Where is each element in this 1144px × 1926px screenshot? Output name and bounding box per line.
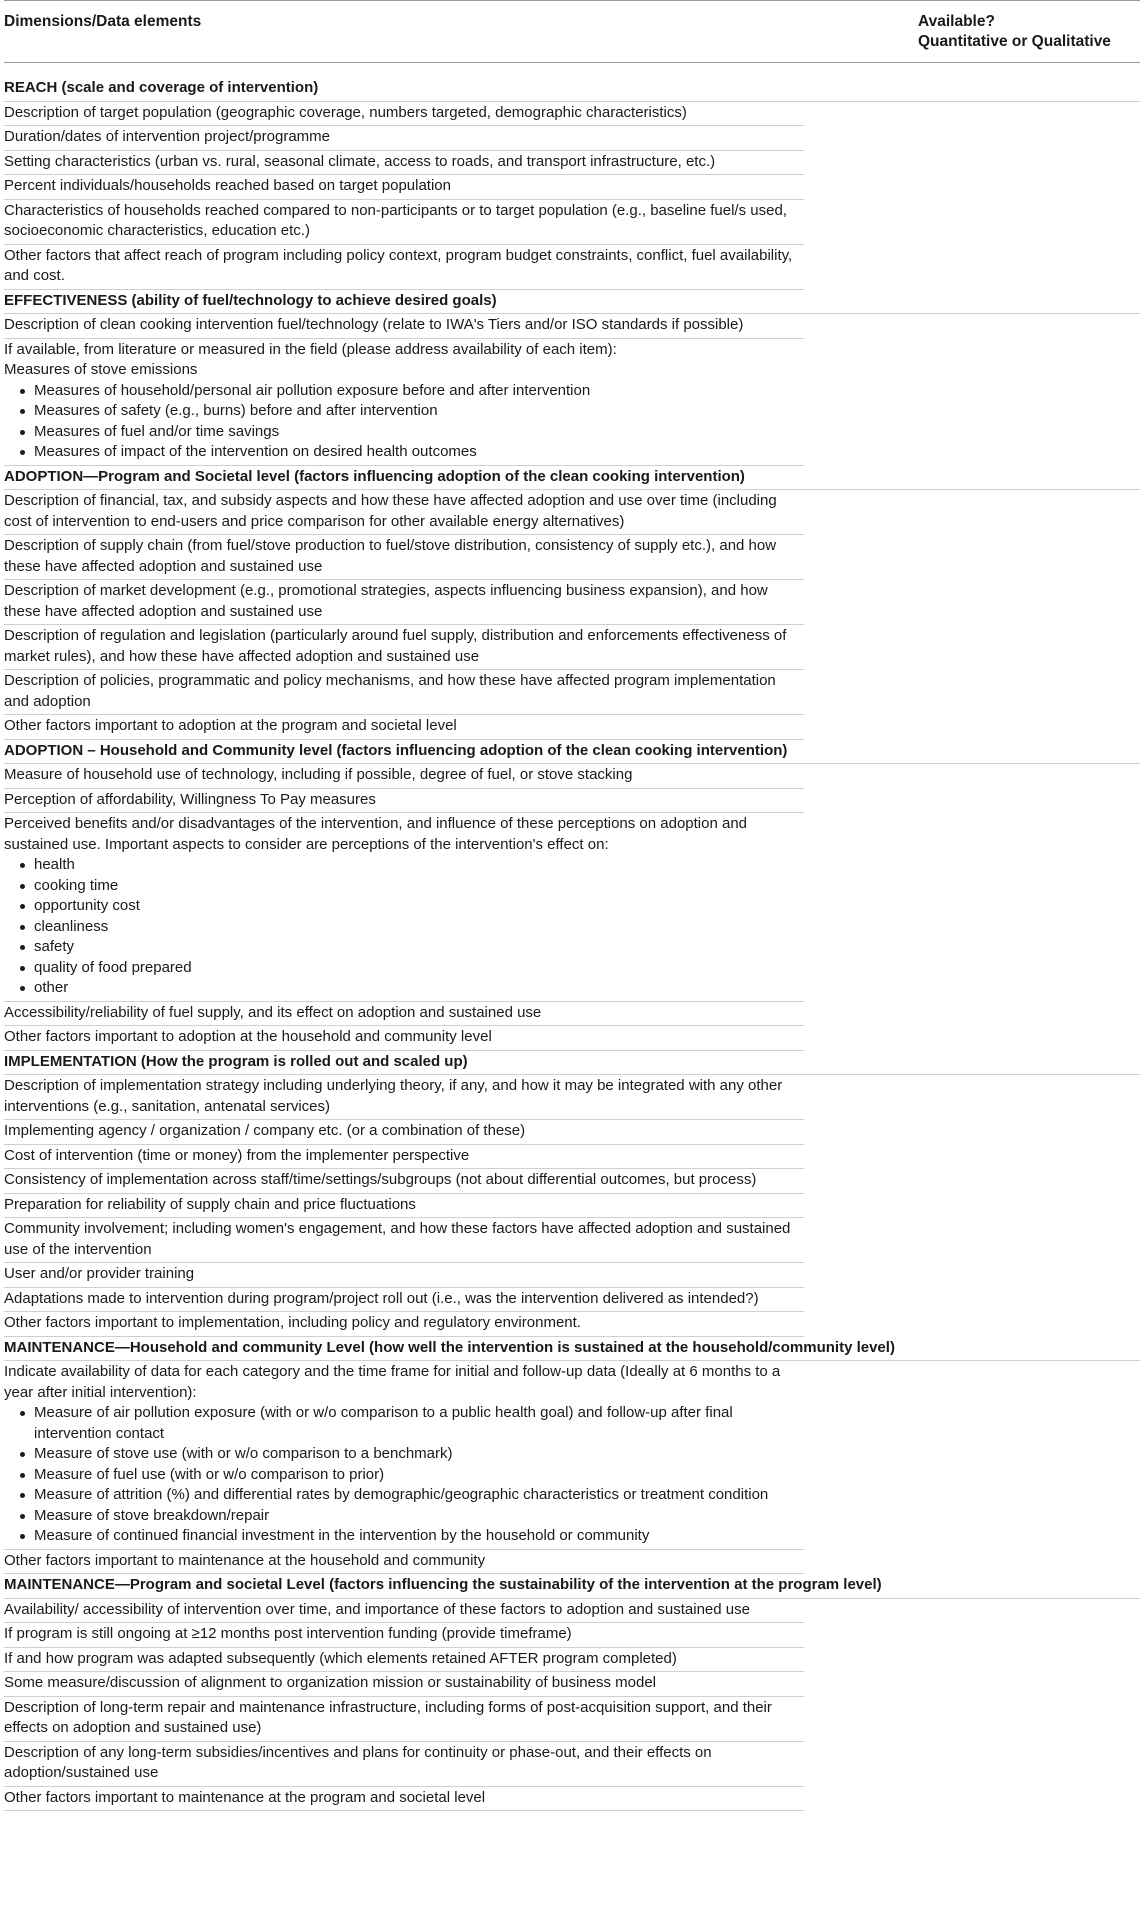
- table-row: Adaptations made to intervention during program/project roll out (i.e., was the intervention delivered as intended?): [4, 1288, 804, 1313]
- table-row: Setting characteristics (urban vs. rural, seasonal climate, access to roads, and transport infrastructure, etc.): [4, 151, 804, 176]
- table-row: Other factors important to adoption at the household and community level: [4, 1026, 804, 1051]
- bullet-item: Measures of household/personal air pollution exposure before and after intervention: [4, 381, 804, 402]
- bullet-item: Measure of air pollution exposure (with or w/o comparison to a public health goal) and follow-up after final intervention contact: [4, 1403, 804, 1444]
- table-row: Other factors important to maintenance at the program and societal level: [4, 1787, 804, 1812]
- data-elements-table: [4, 0, 1140, 1811]
- bullet-item: Measures of safety (e.g., burns) before and after intervention: [4, 401, 804, 422]
- table-row: If and how program was adapted subsequently (which elements retained AFTER program completed): [4, 1648, 804, 1673]
- row-text: Indicate availability of data for each category and the time frame for initial and follow-up data (Ideally at 6 months to a year after initial intervention):: [4, 1363, 781, 1401]
- table-row: Description of regulation and legislation (particularly around fuel supply, distribution and enforcements effectiveness of market rules), and how these have affected adoption and sustained use: [4, 625, 804, 670]
- table-row: Characteristics of households reached compared to non-participants or to target population (e.g., baseline fuel/s used, socioeconomic characteristics, education etc.): [4, 200, 804, 245]
- table-row: Other factors important to maintenance at the household and community: [4, 1550, 804, 1575]
- table-row: Description of implementation strategy including underlying theory, if any, and how it may be integrated with any other interventions (e.g., sanitation, antenatal services): [4, 1075, 804, 1120]
- header-availability: [918, 12, 1111, 52]
- bullet-item: other: [4, 978, 804, 999]
- bullet-item: Measures of impact of the intervention on desired health outcomes: [4, 442, 804, 463]
- row-text: Measures of stove emissions: [4, 361, 198, 378]
- bullet-item: Measure of attrition (%) and differential rates by demographic/geographic characteristics or treatment condition: [4, 1485, 804, 1506]
- header-available: Available?: [918, 13, 995, 30]
- table-row: Description of market development (e.g., promotional strategies, aspects influencing business expansion), and how these have affected adoption and sustained use: [4, 580, 804, 625]
- table-row: Description of long-term repair and maintenance infrastructure, including forms of post-acquisition support, and their effects on adoption and sustained use): [4, 1697, 804, 1742]
- bullet-item: cooking time: [4, 876, 804, 897]
- bullet-item: cleanliness: [4, 917, 804, 938]
- table-row: Implementing agency / organization / company etc. (or a combination of these): [4, 1120, 804, 1145]
- bullet-item: quality of food prepared: [4, 958, 804, 979]
- header-quant-qual: Quantitative or Qualitative: [918, 33, 1111, 50]
- table-row: [4, 813, 804, 1002]
- table-row: Measure of household use of technology, including if possible, degree of fuel, or stove stacking: [4, 764, 804, 789]
- header-dimensions: Dimensions/Data elements: [4, 13, 202, 30]
- table-row: Community involvement; including women's engagement, and how these factors have affected adoption and sustained use of the intervention: [4, 1218, 804, 1263]
- row-text: If available, from literature or measured in the field (please address availability of each item):: [4, 340, 617, 358]
- bullet-item: Measure of continued financial investment in the intervention by the household or community: [4, 1526, 804, 1547]
- table-row: Cost of intervention (time or money) from the implementer perspective: [4, 1145, 804, 1170]
- table-body: [4, 63, 1140, 1811]
- table-row: Percent individuals/households reached based on target population: [4, 175, 804, 200]
- table-row: Some measure/discussion of alignment to organization mission or sustainability of business model: [4, 1672, 804, 1697]
- table-row: Description of supply chain (from fuel/stove production to fuel/stove distribution, consistency of supply etc.), and how these have affected adoption and sustained use: [4, 535, 804, 580]
- section-heading: MAINTENANCE—Household and community Level (how well the intervention is sustained at the household/community level): [4, 1337, 1140, 1362]
- bullet-item: health: [4, 855, 804, 876]
- bullet-item: Measure of fuel use (with or w/o comparison to prior): [4, 1465, 804, 1486]
- table-row: User and/or provider training: [4, 1263, 804, 1288]
- table-row: Preparation for reliability of supply chain and price fluctuations: [4, 1194, 804, 1219]
- section-heading: ADOPTION – Household and Community level (factors influencing adoption of the clean cooking intervention): [4, 740, 1140, 765]
- bullet-item: Measure of stove breakdown/repair: [4, 1506, 804, 1527]
- table-row: Perception of affordability, Willingness To Pay measures: [4, 789, 804, 814]
- table-row: Other factors that affect reach of program including policy context, program budget constraints, conflict, fuel availability, and cost.: [4, 245, 804, 290]
- section-heading: ADOPTION—Program and Societal level (factors influencing adoption of the clean cooking intervention): [4, 466, 1140, 491]
- table-row: Description of clean cooking intervention fuel/technology (relate to IWA's Tiers and/or ISO standards if possible): [4, 314, 804, 339]
- table-row: Other factors important to implementation, including policy and regulatory environment.: [4, 1312, 804, 1337]
- table-header: [4, 0, 1140, 63]
- section-heading: REACH (scale and coverage of intervention): [4, 77, 1140, 102]
- table-row: [4, 339, 804, 466]
- table-row: Consistency of implementation across staff/time/settings/subgroups (not about differential outcomes, but process): [4, 1169, 804, 1194]
- table-row: Accessibility/reliability of fuel supply, and its effect on adoption and sustained use: [4, 1002, 804, 1027]
- table-row: If program is still ongoing at ≥12 months post intervention funding (provide timeframe): [4, 1623, 804, 1648]
- table-row: Description of financial, tax, and subsidy aspects and how these have affected adoption and use over time (including cost of intervention to end-users and price comparison for other available energy alternatives): [4, 490, 804, 535]
- table-row: Description of any long-term subsidies/incentives and plans for continuity or phase-out, and their effects on adoption/sustained use: [4, 1742, 804, 1787]
- bullet-item: Measures of fuel and/or time savings: [4, 422, 804, 443]
- table-row: Description of policies, programmatic and policy mechanisms, and how these have affected program implementation and adoption: [4, 670, 804, 715]
- section-heading: EFFECTIVENESS (ability of fuel/technology to achieve desired goals): [4, 290, 1140, 315]
- section-heading: MAINTENANCE—Program and societal Level (factors influencing the sustainability of the intervention at the program level): [4, 1574, 1140, 1599]
- bullet-item: safety: [4, 937, 804, 958]
- table-row: Duration/dates of intervention project/programme: [4, 126, 804, 151]
- bullet-item: Measure of stove use (with or w/o comparison to a benchmark): [4, 1444, 804, 1465]
- bullet-item: opportunity cost: [4, 896, 804, 917]
- section-heading: IMPLEMENTATION (How the program is rolled out and scaled up): [4, 1051, 1140, 1076]
- table-row: Availability/ accessibility of intervention over time, and importance of these factors to adoption and sustained use: [4, 1599, 804, 1624]
- row-text: Perceived benefits and/or disadvantages of the intervention, and influence of these perceptions on adoption and sustained use. Important aspects to consider are perceptions of the intervention's effect on:: [4, 815, 748, 853]
- table-row: Other factors important to adoption at the program and societal level: [4, 715, 804, 740]
- table-row: [4, 1361, 804, 1550]
- table-row: Description of target population (geographic coverage, numbers targeted, demographic characteristics): [4, 102, 804, 127]
